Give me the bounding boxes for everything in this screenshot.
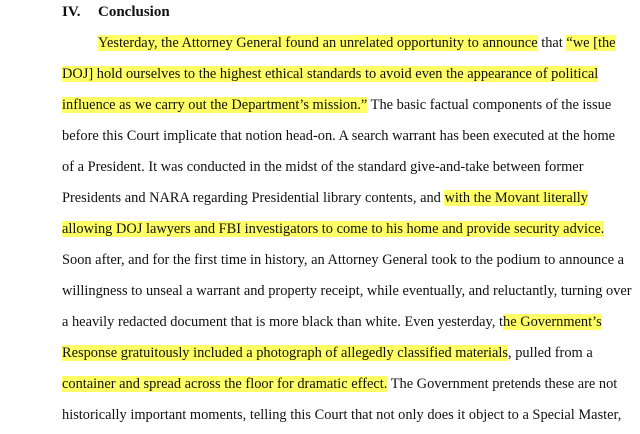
section-heading <box>62 4 170 21</box>
paragraph-line <box>62 344 593 362</box>
paragraph-line <box>98 34 616 52</box>
paragraph-line <box>62 96 612 114</box>
paragraph-line <box>62 375 618 393</box>
highlighted-text: “we [the <box>566 35 616 51</box>
text-run: Soon after, and for the first time in history, an Attorney General took to the podium to announce a <box>62 252 624 268</box>
section-number: IV. <box>62 4 81 20</box>
paragraph-line <box>62 127 616 145</box>
paragraph-line <box>62 158 584 176</box>
paragraph-line <box>62 406 622 424</box>
highlighted-text: container and spread across the floor for dramatic effect. <box>62 376 388 392</box>
highlighted-text: Response gratuitously included a photograph of allegedly classified materials <box>62 345 508 361</box>
paragraph-line <box>62 251 624 269</box>
text-run: historically important moments, telling this Court that not only does it object to a Special Master, <box>62 407 622 423</box>
text-run: Presidents and NARA regarding Presidential library contents, and <box>62 190 445 206</box>
text-run: of a President. It was conducted in the midst of the standard give-and-take between former <box>62 159 584 175</box>
highlighted-text: he Government’s <box>503 314 602 330</box>
paragraph-line <box>62 65 599 83</box>
text-run: , pulled from a <box>508 345 593 361</box>
highlighted-text: allowing DOJ lawyers and FBI investigators to come to his home and provide security advice. <box>62 221 605 237</box>
text-run: a heavily redacted document that is more black than white. Even yesterday, t <box>62 314 504 330</box>
highlighted-text: with the Movant literally <box>444 190 588 206</box>
text-run: before this Court implicate that notion head-on. A search warrant has been executed at the home <box>62 128 616 144</box>
highlighted-text: influence as we carry out the Department’s mission.” <box>62 97 368 113</box>
text-run: willingness to unseal a warrant and property receipt, while eventually, and reluctantly, turning over <box>62 283 632 299</box>
highlighted-text: DOJ] hold ourselves to the highest ethical standards to avoid even the appearance of political <box>62 66 599 82</box>
text-run: The Government pretends these are not <box>387 376 618 392</box>
highlighted-text: Yesterday, the Attorney General found an unrelated opportunity to announce <box>98 35 538 51</box>
paragraph-line <box>62 220 605 238</box>
text-run: The basic factual components of the issue <box>367 97 612 113</box>
paragraph-line <box>62 313 602 331</box>
text-run: that <box>537 35 567 51</box>
paragraph-line <box>62 189 588 207</box>
section-title: Conclusion <box>98 4 170 20</box>
paragraph-line <box>62 282 632 300</box>
